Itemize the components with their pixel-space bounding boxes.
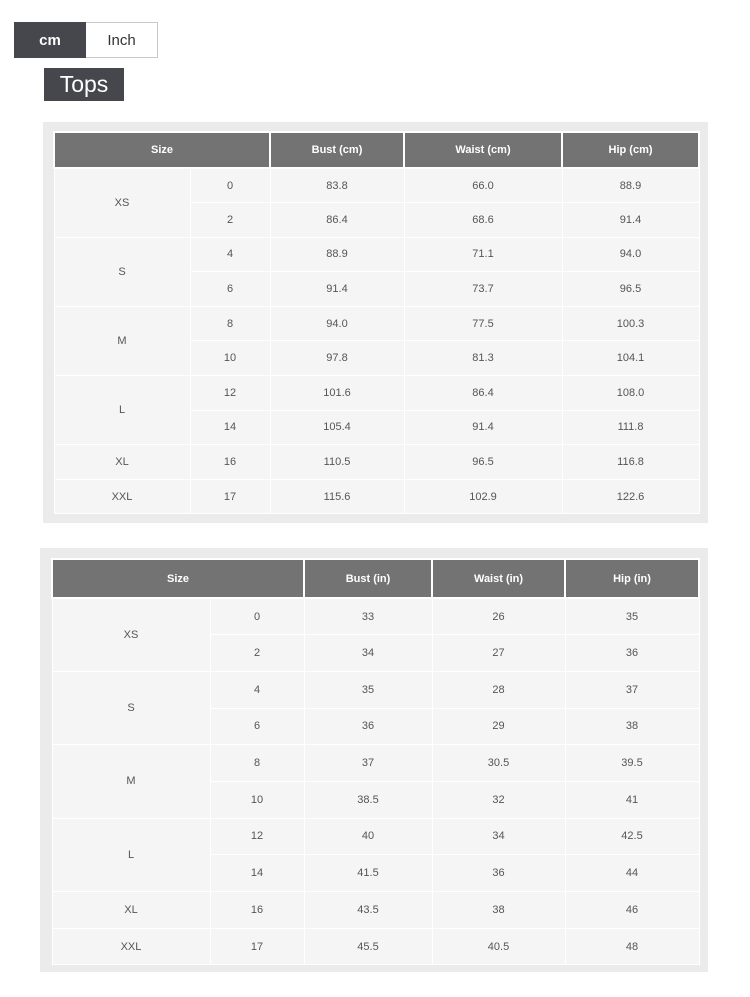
hip-cell: 41: [565, 781, 699, 818]
hip-cell: 100.3: [562, 306, 699, 341]
hip-cell: 91.4: [562, 203, 699, 238]
table-row: [54, 376, 699, 411]
waist-cell: 34: [432, 818, 565, 855]
bust-cell: 37: [304, 745, 432, 782]
bust-cell: 88.9: [270, 237, 404, 272]
size-number-cell: 8: [190, 306, 270, 341]
size-number-cell: 17: [210, 928, 304, 965]
hip-cell: 42.5: [565, 818, 699, 855]
size-number-cell: 0: [210, 598, 304, 635]
bust-cell: 105.4: [270, 410, 404, 445]
table-row: [54, 306, 699, 341]
size-label-cell: XL: [54, 445, 190, 480]
size-label-cell: XXL: [54, 479, 190, 514]
waist-cell: 102.9: [404, 479, 562, 514]
header-size: Size: [54, 132, 270, 168]
size-number-cell: 16: [210, 892, 304, 929]
header-bust-cm: Bust (cm): [270, 132, 404, 168]
header-waist-in: Waist (in): [432, 559, 565, 598]
bust-cell: 110.5: [270, 445, 404, 480]
table-row: [52, 928, 699, 965]
bust-cell: 45.5: [304, 928, 432, 965]
waist-cell: 32: [432, 781, 565, 818]
size-chart-cm-table: [53, 131, 700, 514]
bust-cell: 101.6: [270, 376, 404, 411]
size-number-cell: 17: [190, 479, 270, 514]
size-label-cell: XS: [54, 168, 190, 237]
hip-cell: 36: [565, 635, 699, 672]
size-number-cell: 10: [190, 341, 270, 376]
bust-cell: 36: [304, 708, 432, 745]
hip-cell: 46: [565, 892, 699, 929]
size-label-cell: S: [52, 671, 210, 744]
header-size: Size: [52, 559, 304, 598]
size-number-cell: 8: [210, 745, 304, 782]
hip-cell: 94.0: [562, 237, 699, 272]
size-label-cell: M: [54, 306, 190, 375]
size-number-cell: 4: [210, 671, 304, 708]
header-bust-in: Bust (in): [304, 559, 432, 598]
size-label-cell: XS: [52, 598, 210, 671]
size-number-cell: 12: [190, 376, 270, 411]
waist-cell: 27: [432, 635, 565, 672]
size-number-cell: 2: [210, 635, 304, 672]
size-number-cell: 0: [190, 168, 270, 203]
size-number-cell: 6: [190, 272, 270, 307]
waist-cell: 86.4: [404, 376, 562, 411]
size-number-cell: 4: [190, 237, 270, 272]
size-number-cell: 12: [210, 818, 304, 855]
hip-cell: 37: [565, 671, 699, 708]
size-label-cell: L: [52, 818, 210, 891]
size-number-cell: 10: [210, 781, 304, 818]
size-number-cell: 2: [190, 203, 270, 238]
unit-toggle: [14, 22, 158, 58]
hip-cell: 122.6: [562, 479, 699, 514]
size-number-cell: 6: [210, 708, 304, 745]
waist-cell: 71.1: [404, 237, 562, 272]
table-row: [54, 168, 699, 203]
size-label-cell: L: [54, 376, 190, 445]
bust-cell: 115.6: [270, 479, 404, 514]
waist-cell: 77.5: [404, 306, 562, 341]
hip-cell: 111.8: [562, 410, 699, 445]
waist-cell: 29: [432, 708, 565, 745]
header-waist-cm: Waist (cm): [404, 132, 562, 168]
header-hip-in: Hip (in): [565, 559, 699, 598]
waist-cell: 28: [432, 671, 565, 708]
size-label-cell: XL: [52, 892, 210, 929]
bust-cell: 97.8: [270, 341, 404, 376]
bust-cell: 40: [304, 818, 432, 855]
waist-cell: 40.5: [432, 928, 565, 965]
waist-cell: 36: [432, 855, 565, 892]
bust-cell: 35: [304, 671, 432, 708]
waist-cell: 68.6: [404, 203, 562, 238]
waist-cell: 73.7: [404, 272, 562, 307]
waist-cell: 81.3: [404, 341, 562, 376]
bust-cell: 33: [304, 598, 432, 635]
table-row: [54, 479, 699, 514]
size-chart-inch-table: [51, 558, 700, 965]
table-row: [52, 598, 699, 635]
bust-cell: 38.5: [304, 781, 432, 818]
waist-cell: 38: [432, 892, 565, 929]
bust-cell: 41.5: [304, 855, 432, 892]
section-title: Tops: [44, 68, 124, 101]
hip-cell: 116.8: [562, 445, 699, 480]
hip-cell: 44: [565, 855, 699, 892]
bust-cell: 43.5: [304, 892, 432, 929]
bust-cell: 86.4: [270, 203, 404, 238]
table-header-row: [54, 132, 699, 168]
header-hip-cm: Hip (cm): [562, 132, 699, 168]
hip-cell: 108.0: [562, 376, 699, 411]
bust-cell: 83.8: [270, 168, 404, 203]
size-number-cell: 14: [210, 855, 304, 892]
waist-cell: 96.5: [404, 445, 562, 480]
size-label-cell: M: [52, 745, 210, 818]
table-row: [54, 445, 699, 480]
table-row: [52, 892, 699, 929]
bust-cell: 91.4: [270, 272, 404, 307]
size-number-cell: 14: [190, 410, 270, 445]
hip-cell: 39.5: [565, 745, 699, 782]
table-row: [54, 237, 699, 272]
table-row: [52, 745, 699, 782]
bust-cell: 34: [304, 635, 432, 672]
hip-cell: 48: [565, 928, 699, 965]
unit-inch-button[interactable]: Inch: [86, 22, 158, 58]
bust-cell: 94.0: [270, 306, 404, 341]
waist-cell: 26: [432, 598, 565, 635]
size-label-cell: XXL: [52, 928, 210, 965]
waist-cell: 91.4: [404, 410, 562, 445]
hip-cell: 88.9: [562, 168, 699, 203]
hip-cell: 38: [565, 708, 699, 745]
hip-cell: 96.5: [562, 272, 699, 307]
waist-cell: 66.0: [404, 168, 562, 203]
size-label-cell: S: [54, 237, 190, 306]
hip-cell: 35: [565, 598, 699, 635]
table-header-row: [52, 559, 699, 598]
waist-cell: 30.5: [432, 745, 565, 782]
unit-cm-button[interactable]: cm: [14, 22, 86, 58]
table-row: [52, 671, 699, 708]
table-row: [52, 818, 699, 855]
hip-cell: 104.1: [562, 341, 699, 376]
size-number-cell: 16: [190, 445, 270, 480]
